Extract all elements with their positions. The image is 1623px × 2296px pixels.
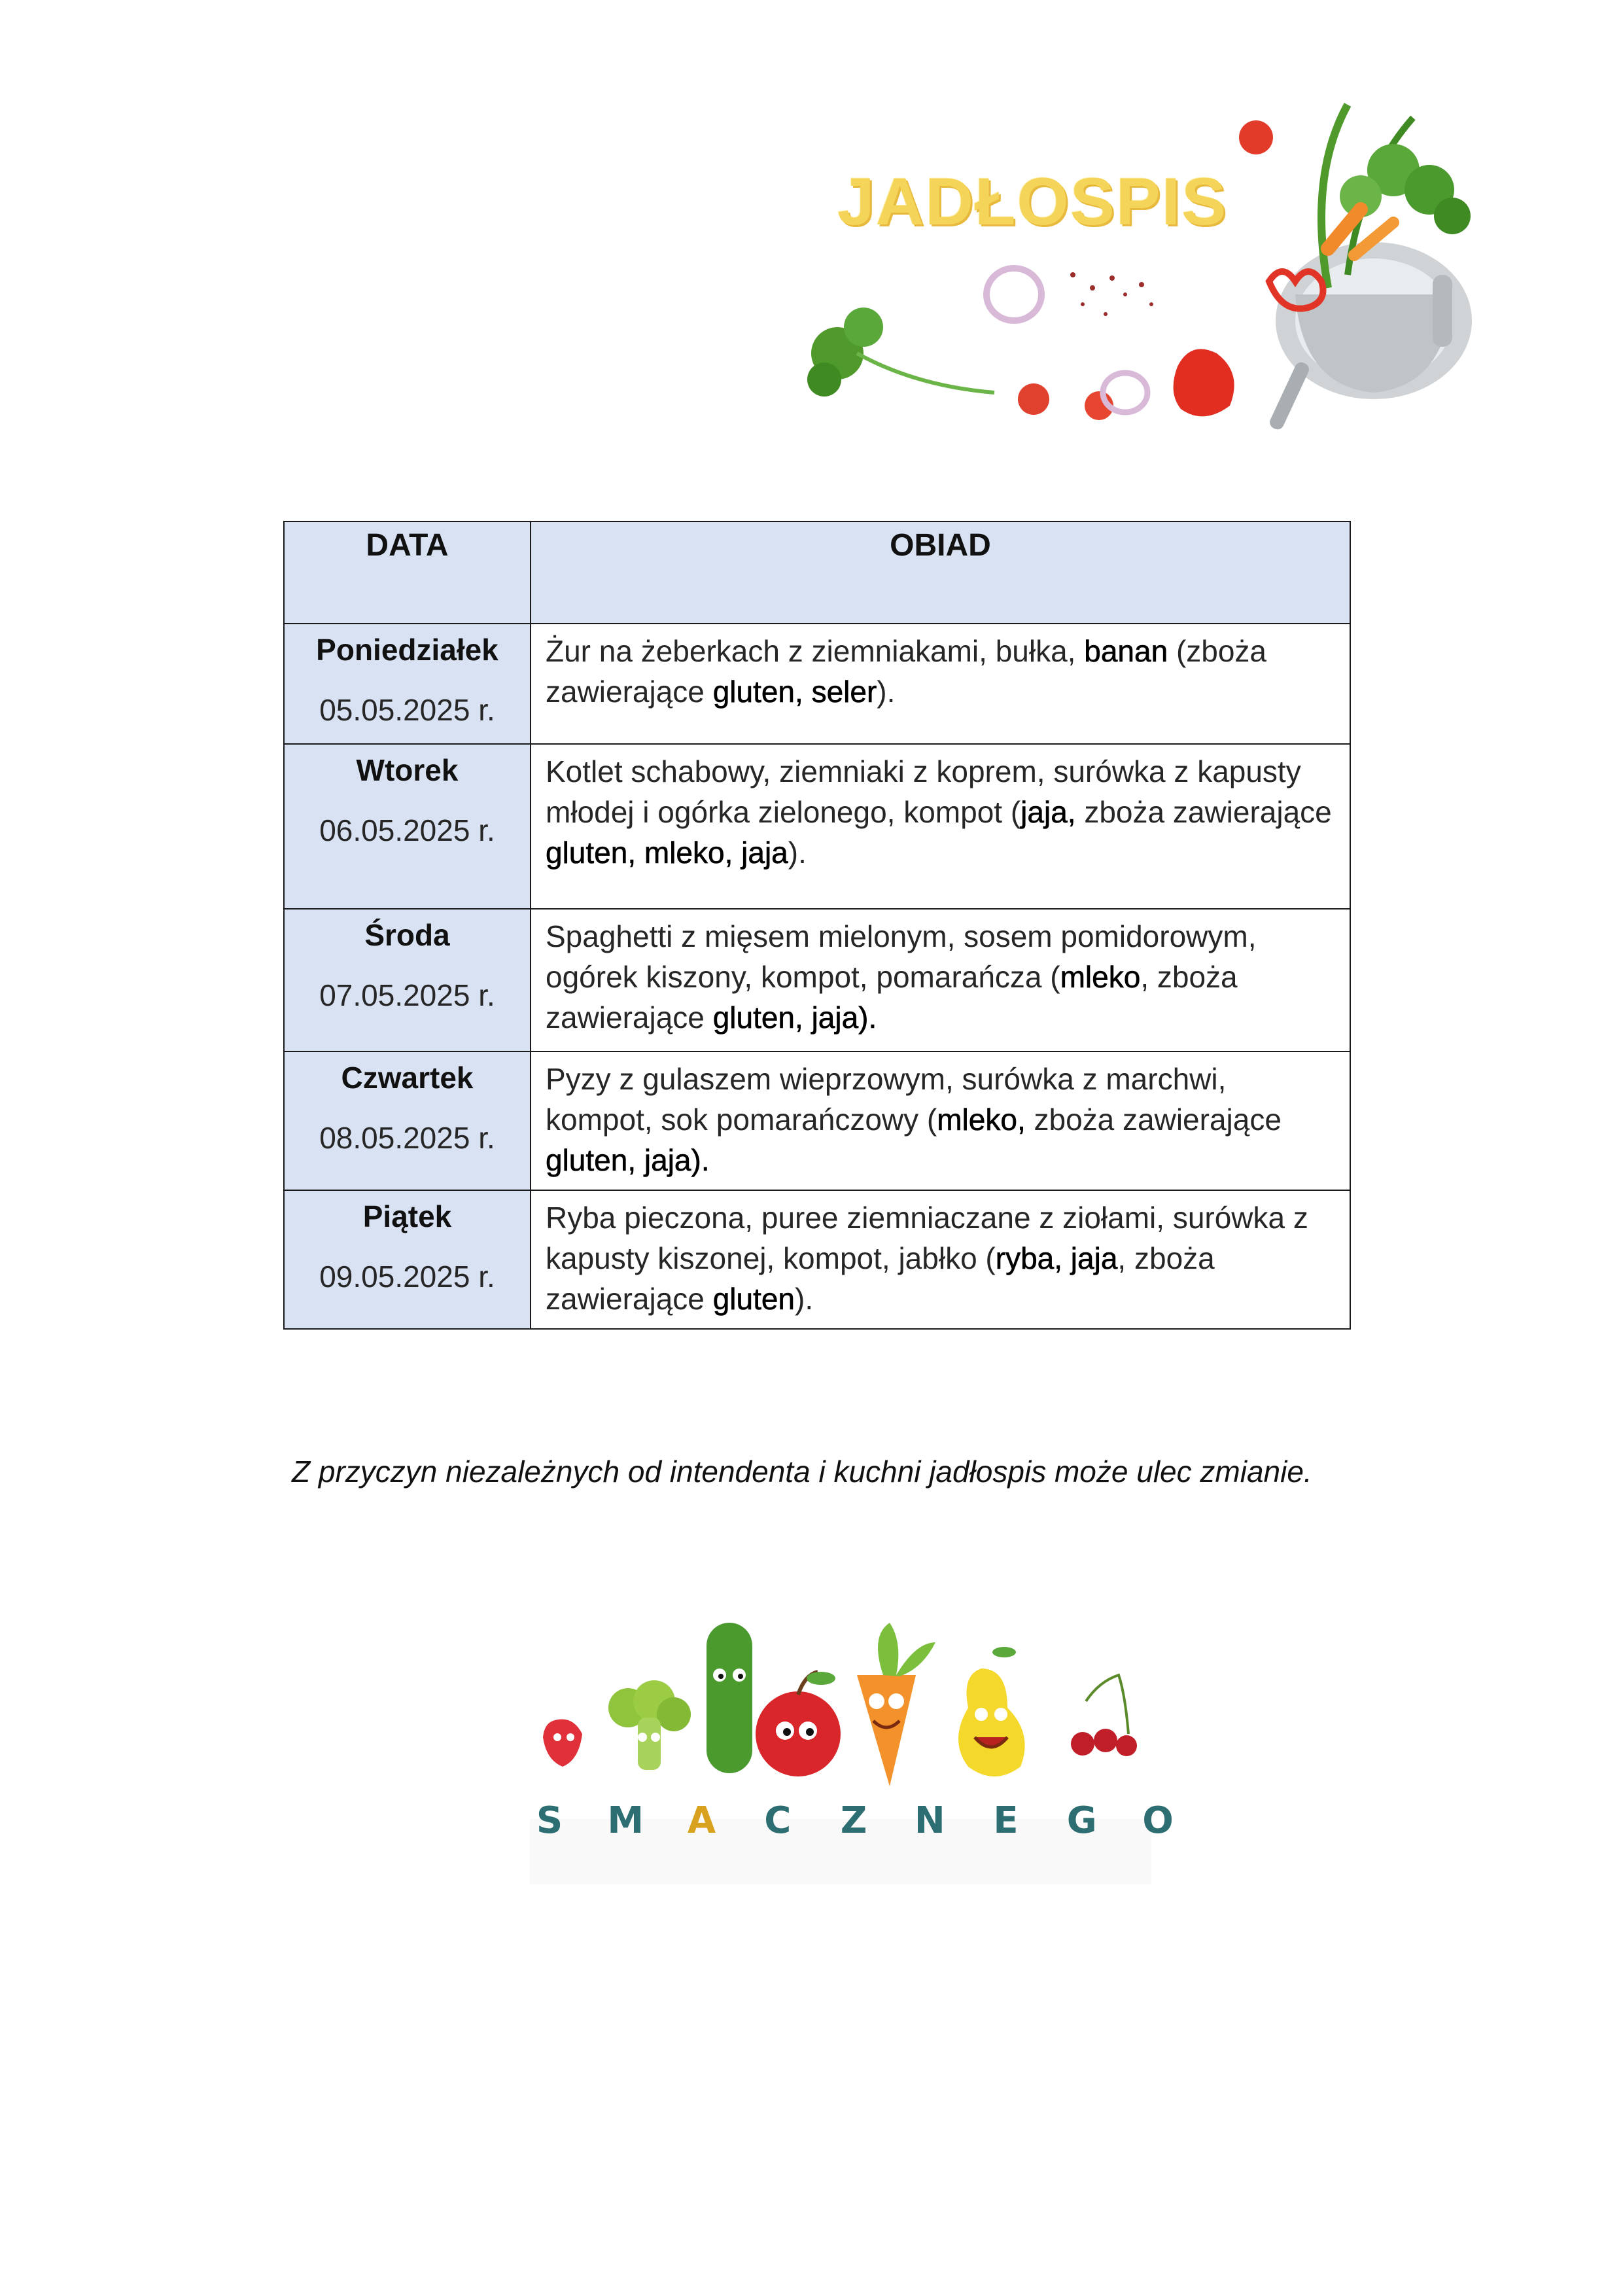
meal-text-segment: (zboża zawierające	[546, 634, 1267, 709]
parsley-icon	[807, 308, 994, 397]
footer-letter: E	[993, 1799, 1019, 1842]
apple-icon	[756, 1672, 841, 1776]
day-date: 06.05.2025 r.	[319, 813, 495, 847]
meal-text-segment: ).	[795, 1282, 814, 1316]
day-name: Środa	[364, 918, 450, 952]
tomato-icon	[1239, 120, 1273, 154]
meal-cell	[531, 1190, 1350, 1329]
fruit-vegetable-characters-illustration	[432, 1603, 1204, 1891]
day-date: 09.05.2025 r.	[319, 1260, 495, 1294]
broccoli-icon	[608, 1680, 691, 1770]
meal-text-segment: , zboża zawierające	[546, 960, 1238, 1034]
footer-letter: G	[1066, 1799, 1097, 1842]
footer-letter: M	[607, 1799, 644, 1842]
meal-description	[546, 631, 1336, 712]
table-row	[284, 1190, 1350, 1329]
footer-letter: A	[687, 1799, 716, 1842]
table-row	[284, 624, 1350, 744]
allergen-text: gluten	[712, 1282, 795, 1316]
column-header-date: DATA	[284, 521, 531, 624]
meal-text-segment: Pyzy z gulaszem wieprzowym, surówka z marchwi, kompot, sok pomarańczowy (	[546, 1062, 1227, 1137]
date-cell	[284, 1190, 531, 1329]
date-cell	[284, 1051, 531, 1190]
allergen-text: gluten, seler	[712, 675, 877, 709]
strawberry-icon	[543, 1720, 582, 1767]
meal-text-segment: Ryba pieczona, puree ziemniaczane z ziołami, surówka z kapusty kiszonej, kompot, jabłko (	[546, 1201, 1308, 1275]
date-cell	[284, 624, 531, 744]
cherries-icon	[1071, 1675, 1137, 1756]
bon-appetit-footer	[432, 1603, 1204, 1891]
meal-cell	[531, 744, 1350, 909]
meal-cell	[531, 624, 1350, 744]
date-cell	[284, 909, 531, 1051]
menu-change-note: Z przyczyn niezależnych od intendenta i kuchni jadłospis może ulec zmianie.	[292, 1455, 1312, 1489]
meal-text-segment: ).	[788, 836, 807, 870]
vegetables-pot-illustration	[785, 79, 1527, 484]
meal-text-segment: Spaghetti z mięsem mielonym, sosem pomidorowym, ogórek kiszony, kompot, pomarańcza (	[546, 919, 1257, 994]
meal-text-segment: zboża zawierające	[1075, 795, 1332, 829]
bon-appetit-text	[527, 1799, 1181, 1842]
allergen-text: gluten, mleko, jaja	[546, 836, 788, 870]
table-row	[284, 744, 1350, 909]
day-date: 07.05.2025 r.	[319, 978, 495, 1012]
column-header-lunch: OBIAD	[531, 521, 1350, 624]
meal-description	[546, 1059, 1336, 1180]
day-name: Wtorek	[356, 753, 459, 787]
banner-title: JADŁOSPIS	[837, 164, 1228, 239]
day-name: Czwartek	[341, 1061, 474, 1095]
allergen-text: ryba, jaja	[995, 1241, 1118, 1275]
meal-description	[546, 916, 1336, 1038]
pot-icon	[1268, 242, 1472, 431]
cucumber-icon	[707, 1623, 752, 1773]
meal-text-segment: ).	[877, 675, 896, 709]
peppercorns-icon	[1070, 272, 1153, 316]
meal-cell	[531, 1051, 1350, 1190]
date-cell	[284, 744, 531, 909]
day-date: 08.05.2025 r.	[319, 1121, 495, 1155]
allergen-text: mleko,	[937, 1103, 1026, 1137]
meal-cell	[531, 909, 1350, 1051]
table-row	[284, 1051, 1350, 1190]
tomato-icon	[1018, 383, 1049, 415]
footer-letter: S	[536, 1799, 563, 1842]
footer-letter: C	[764, 1799, 792, 1842]
menu-banner	[785, 79, 1527, 484]
day-date: 05.05.2025 r.	[319, 693, 495, 727]
menu-table	[283, 521, 1351, 1330]
meal-description	[546, 751, 1336, 873]
red-pepper-icon	[1174, 349, 1234, 416]
meal-text-segment: Kotlet schabowy, ziemniaki z koprem, surówka z kapusty młodej i ogórka zielonego, kompot (	[546, 754, 1301, 829]
allergen-text: gluten, jaja).	[712, 1000, 877, 1034]
day-name: Piątek	[362, 1199, 452, 1233]
table-row	[284, 909, 1350, 1051]
meal-text-segment: Żur na żeberkach z ziemniakami, bułka,	[546, 634, 1085, 668]
onion-ring-icon	[986, 268, 1041, 321]
footer-letter: O	[1142, 1799, 1174, 1842]
carrot-icon	[857, 1623, 935, 1786]
footer-letter: N	[914, 1799, 945, 1842]
allergen-text: jaja,	[1021, 795, 1076, 829]
table-header-row	[284, 521, 1350, 624]
meal-text-segment: , zboża zawierające	[546, 1241, 1215, 1316]
day-name: Poniedziałek	[316, 633, 498, 667]
meal-text-segment: zboża zawierające	[1025, 1103, 1282, 1137]
allergen-text: banan	[1084, 634, 1168, 668]
onion-ring-icon	[1103, 373, 1147, 412]
footer-letter: Z	[840, 1799, 867, 1842]
allergen-text: mleko	[1060, 960, 1141, 994]
meal-description	[546, 1197, 1336, 1319]
allergen-text: gluten, jaja).	[546, 1143, 710, 1177]
pear-icon	[958, 1647, 1025, 1776]
